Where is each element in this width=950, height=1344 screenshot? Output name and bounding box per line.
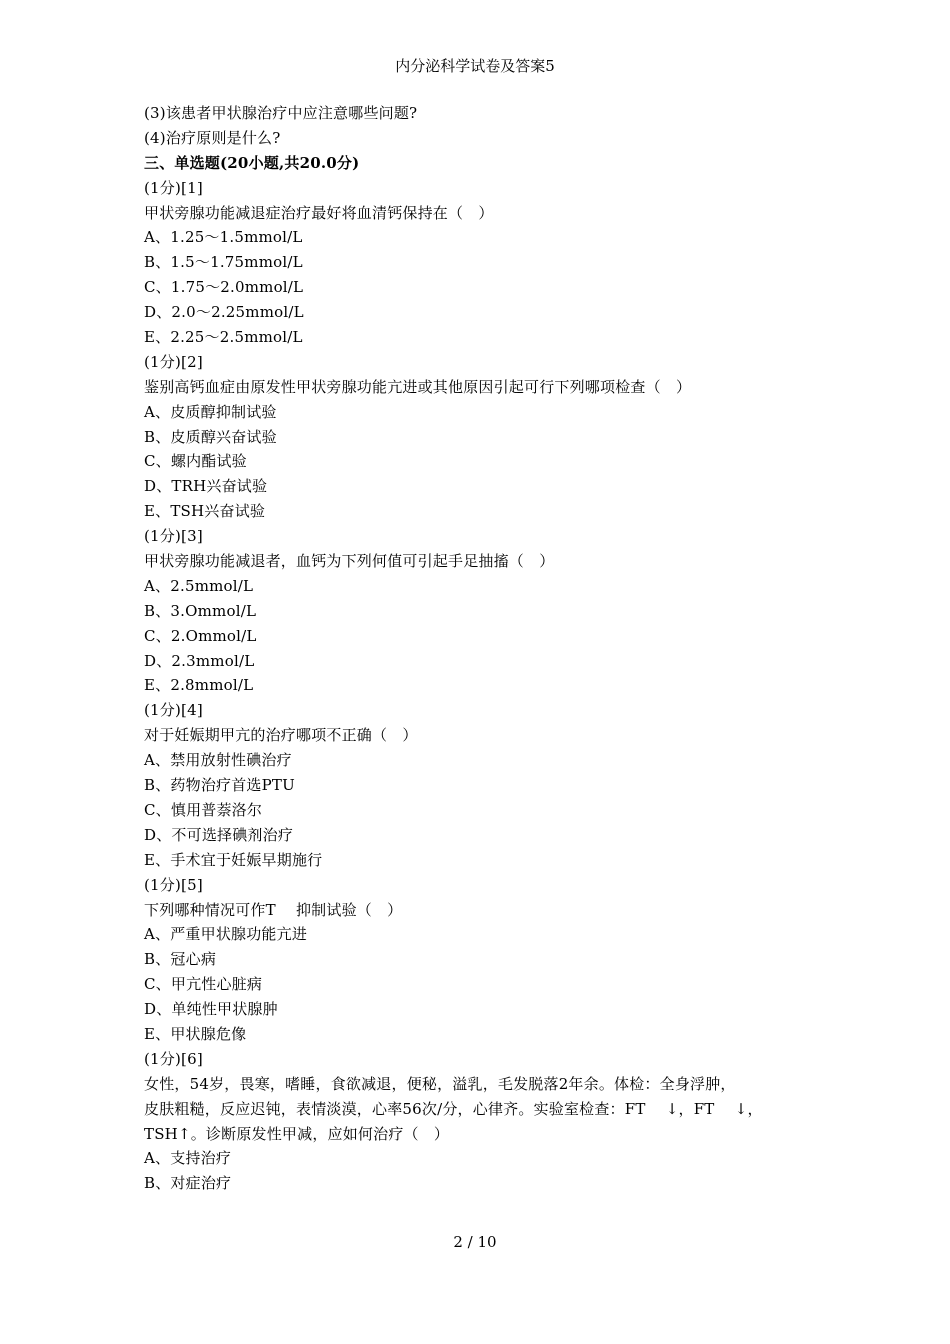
answer-option: C、螺内酯试验	[144, 452, 247, 471]
question-stem: 对于妊娠期甲亢的治疗哪项不正确（ ）	[144, 726, 418, 745]
answer-option: B、1.5～1.75mmol/L	[144, 253, 303, 272]
question-number: (1分)[3]	[144, 527, 203, 546]
answer-option: A、支持治疗	[144, 1149, 232, 1168]
document-title: 内分泌科学试卷及答案5	[395, 57, 555, 75]
answer-option: D、2.3mmol/L	[144, 651, 255, 670]
question-number: (1分)[6]	[144, 1049, 203, 1068]
answer-option: D、2.0～2.25mmol/L	[144, 303, 304, 322]
answer-option: A、严重甲状腺功能亢进	[144, 925, 308, 944]
question-stem: 下列哪种情况可作T 抑制试验（ ）	[144, 900, 403, 919]
answer-option: D、单纯性甲状腺肿	[144, 1000, 278, 1019]
answer-option: C、1.75～2.0mmol/L	[144, 278, 304, 297]
page-header	[0, 56, 950, 76]
answer-option: A、1.25～1.5mmol/L	[144, 228, 303, 247]
question-stem: 甲状旁腺功能减退症治疗最好将血清钙保持在（ ）	[144, 203, 494, 222]
answer-option: B、药物治疗首选PTU	[144, 776, 295, 795]
question-text: (3)该患者甲状腺治疗中应注意哪些问题?	[144, 104, 418, 122]
question-stem: 皮肤粗糙，反应迟钝，表情淡漠，心率56次/分，心律齐。实验室检查：FT ↓，FT ↓，	[144, 1099, 763, 1118]
question-number: (1分)[5]	[144, 875, 203, 894]
answer-option: E、2.8mmol/L	[144, 676, 254, 695]
question-text: (4)治疗原则是什么?	[144, 128, 281, 147]
answer-option: E、TSH兴奋试验	[144, 502, 266, 521]
question-stem: 鉴别高钙血症由原发性甲状旁腺功能亢进或其他原因引起可行下列哪项检查（ ）	[144, 377, 692, 396]
question-number: (1分)[1]	[144, 178, 203, 197]
answer-option: E、甲状腺危像	[144, 1024, 247, 1043]
question-stem: 甲状旁腺功能减退者，血钙为下列何值可引起手足抽搐（ ）	[144, 552, 555, 571]
answer-option: A、皮质醇抑制试验	[144, 402, 277, 421]
answer-option: D、不可选择碘剂治疗	[144, 825, 294, 844]
answer-option: B、冠心病	[144, 950, 217, 969]
answer-option: E、手术宜于妊娠早期施行	[144, 850, 323, 869]
answer-option: B、3.Ommol/L	[144, 601, 257, 620]
question-number: (1分)[4]	[144, 701, 203, 720]
answer-option: A、2.5mmol/L	[144, 576, 254, 595]
question-stem: 女性，54岁，畏寒，嗜睡，食欲减退，便秘，溢乳，毛发脱落2年余。体检：全身浮肿，	[144, 1074, 736, 1093]
answer-option: D、TRH兴奋试验	[144, 477, 268, 496]
question-stem: TSH↑。诊断原发性甲减，应如何治疗（ ）	[144, 1124, 450, 1143]
answer-option: A、禁用放射性碘治疗	[144, 751, 292, 770]
answer-option: C、甲亢性心脏病	[144, 975, 263, 994]
page-footer	[0, 1232, 950, 1252]
answer-option: B、对症治疗	[144, 1174, 232, 1193]
answer-option: C、慎用普萘洛尔	[144, 800, 263, 819]
question-number: (1分)[2]	[144, 352, 203, 371]
answer-option: C、2.Ommol/L	[144, 626, 257, 645]
answer-option: B、皮质醇兴奋试验	[144, 427, 277, 446]
document-body	[144, 101, 812, 1196]
answer-option: E、2.25～2.5mmol/L	[144, 328, 303, 347]
page-number: 2 / 10	[453, 1233, 497, 1251]
section-heading: 三、单选题(20小题,共20.0分)	[144, 153, 360, 172]
